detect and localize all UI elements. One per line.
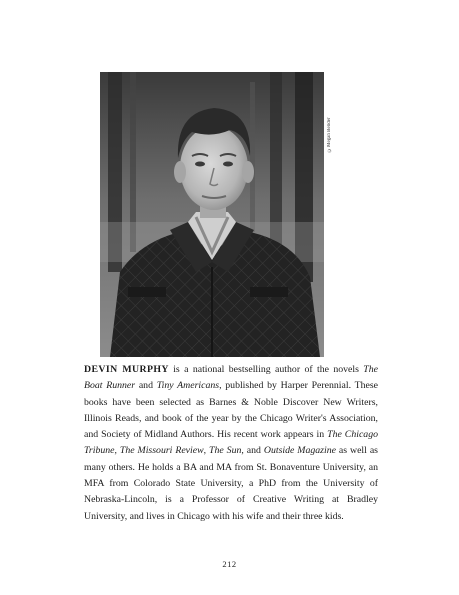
book-title: The Boat Runner <box>84 364 378 392</box>
bio-text: , <box>114 445 120 457</box>
author-name: DEVIN MURPHY <box>84 364 169 375</box>
bio-text: , published by Harper Perennial. These books have been selected as Barnes & Noble Discover New Writers, Illinois Reads, and book of the year by the Chicago Writer's Association, and Society of Midland Authors. His recent work appears in <box>84 380 378 441</box>
bio-text: , and <box>241 445 264 457</box>
bio-text: is a national bestselling author of the novels <box>168 364 364 375</box>
bio-text: , <box>203 445 210 457</box>
publication-title: The Chicago Tribune <box>84 429 378 457</box>
bio-text: as well as many others. He holds a BA and MA from St. Bonaventure University, an MFA from Colorado State University, a PhD from the University of Nebraska-Lincoln, is a Professor of Creative Writing at Bradley University, and lives in Chicago with his wife and their three kids. <box>84 445 378 522</box>
publication-title: The Sun <box>209 445 242 457</box>
photo-credit: ©Megan Bender <box>327 117 332 152</box>
author-bio <box>84 362 378 525</box>
book-title: Tiny Americans <box>156 380 220 392</box>
publication-title: Outside Magazine <box>263 445 336 457</box>
page-number: 212 <box>222 559 237 569</box>
author-photo <box>100 72 324 357</box>
bio-text: and <box>135 380 157 392</box>
publication-title: The Missouri Review <box>119 445 204 457</box>
